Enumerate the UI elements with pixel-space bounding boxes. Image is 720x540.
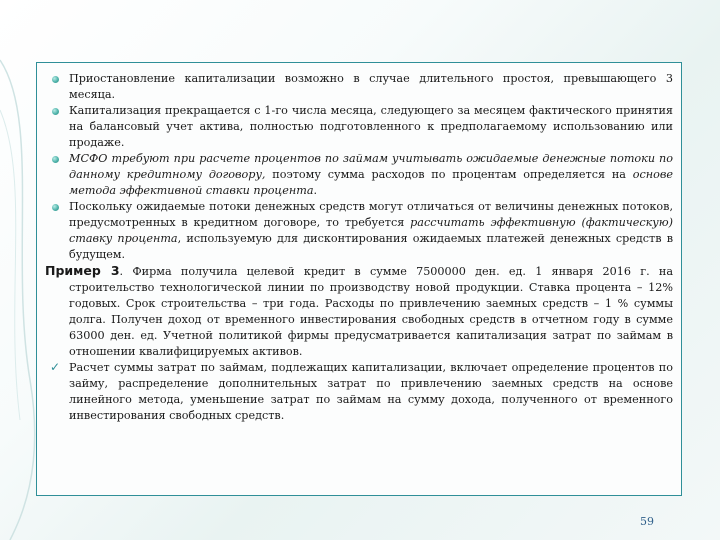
bullet-dot-icon <box>52 156 59 163</box>
bullet-text: поэтому сумма расходов по процентам определяется на <box>265 168 633 181</box>
bullet-text: , используемую для дисконтирования ожидаемых платежей денежных средств в будущем. <box>69 232 673 261</box>
bullet-text: Приостановление капитализации возможно в случае длительного простоя, превышающего 3 месяца. <box>69 72 673 101</box>
bullet-text: Капитализация прекращается с 1-го числа месяца, следующего за месяцем фактического принятия на балансовый учет актива, полностью подготовленного к предполагаемому использованию или продаже. <box>69 104 673 149</box>
list-item <box>45 199 673 263</box>
bullet-dot-icon <box>52 76 59 83</box>
list-item <box>45 103 673 151</box>
example-paragraph <box>45 263 673 360</box>
checkmark-icon: ✓ <box>50 360 61 374</box>
bullet-italic-text: рассчитать эффективную (фактическую) ставку процента <box>69 216 674 245</box>
slide-content <box>45 71 673 424</box>
bullet-italic-text: МСФО требуют при расчете процентов по займам учитывать ожидаемые денежные потоки по данному кредитному договору, <box>69 152 673 181</box>
list-item <box>45 71 673 103</box>
check-item-text: Расчет суммы затрат по займам, подлежащих капитализации, включает определение процентов по займу, распределение дополнительных затрат по привлечению заемных средств на основе линейного метода, уменьшение затрат по займам на сумму дохода, полученного от временного инвестирования свободных средств. <box>69 361 673 422</box>
content-frame <box>36 62 682 496</box>
bullet-text: Поскольку ожидаемые потоки денежных средств могут отличаться от величины денежных потоков, предусмотренных в кредитном договоре, то требуется <box>69 200 673 229</box>
example-label: Пример 3 <box>45 263 120 278</box>
bullet-dot-icon <box>52 204 59 211</box>
page-number: 59 <box>640 515 654 528</box>
list-item <box>45 151 673 199</box>
check-list-item <box>45 360 673 424</box>
bullet-italic-text: основе метода эффективной ставки процента <box>69 168 673 197</box>
bullet-text-end: . <box>313 184 318 197</box>
example-text: . Фирма получила целевой кредит в сумме 7500000 ден. ед. 1 января 2016 г. на строительство технологической линии по производству новой продукции. Ставка процента – 12% годовых. Срок строительства – три года. Расходы по привлечению заемных средств – 1 % суммы долга. Получен доход от временного инвестирования свободных средств в отчетном году в сумме 63000 ден. ед. Учетной политикой фирмы предусматривается капитализация затрат по займам в отношении квалифицируемых активов. <box>69 265 673 358</box>
bullet-dot-icon <box>52 108 59 115</box>
